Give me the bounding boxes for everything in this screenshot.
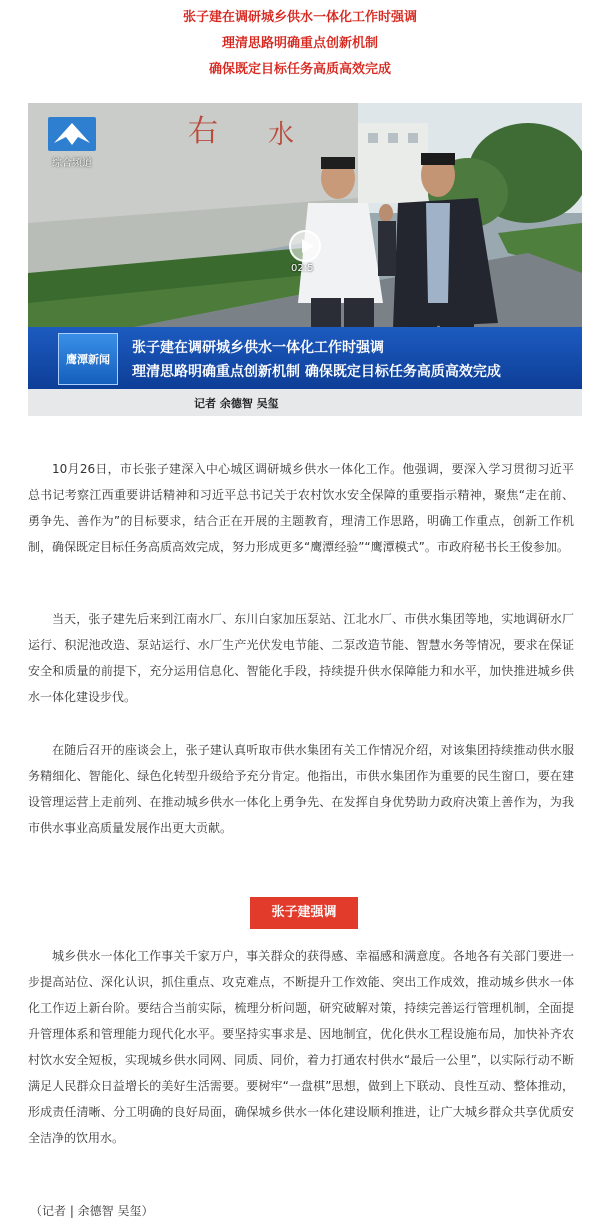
eagle-logo-icon	[48, 117, 96, 151]
video-byline-bar	[28, 389, 582, 416]
section-tag: 张子建强调	[250, 897, 358, 929]
channel-logo	[44, 117, 100, 173]
svg-text:右: 右	[188, 114, 218, 149]
headline-line-2: 理清思路明确重点创新机制	[221, 36, 378, 51]
banner-line-1: 张子建在调研城乡供水一体化工作时强调	[132, 340, 384, 356]
headline-line-1: 张子建在调研城乡供水一体化工作时强调	[182, 10, 417, 25]
headline	[0, 0, 600, 83]
video-duration: 02:5	[291, 263, 314, 274]
news-banner	[28, 327, 582, 389]
article-paragraph-3: 在随后召开的座谈会上，张子建认真听取市供水集团有关工作情况介绍，对该集团持续推动供水服务精细化、智能化、绿色化转型升级给予充分肯定。他指出，市供水集团作为重要的民生窗口，要在建设管理运营上走前列、在推动城乡供水一体化上勇争先、在发挥自身优势助力政府决策上善作为，为我市供水事业高质量发展作出更大贡献。	[28, 743, 574, 835]
article-paragraph-2: 当天，张子建先后来到江南水厂、东川白家加压泵站、江北水厂、市供水集团等地，实地调研水厂运行、积泥池改造、泵站运行、水厂生产光伏发电节能、二泵改造节能、智慧水务等情况，要求在保证安全和质量的前提下，充分运用信息化、智能化手段，持续提升供水保障能力和水平，加快推进城乡供水一体化建设步伐。	[28, 612, 574, 704]
article-paragraph-4: 城乡供水一体化工作事关千家万户，事关群众的获得感、幸福感和满意度。各地各有关部门要进一步提高站位、深化认识，抓住重点、攻克难点，不断提升工作效能、突出工作成效，推动城乡供水一体化工作迈上新台阶。要结合当前实际，梳理分析问题，研究破解对策，持续完善运行管理机制，全面提升管理体系和管理能力现代化水平。要坚持实事求是、因地制宜，优化供水工程设施布局，加快补齐农村饮水安全短板，实现城乡供水同网、同质、同价，着力打通农村供水“最后一公里”，以实际行动不断满足人民群众日益增长的美好生活需要。要树牢“一盘棋”思想，做到上下联动、良性互动、整体推动，形成责任清晰、分工明确的良好局面，确保城乡供水一体化建设顺利推进，让广大城乡群众共享优质安全洁净的饮用水。	[28, 949, 574, 1145]
play-icon[interactable]	[289, 230, 321, 262]
svg-text:水: 水	[268, 120, 295, 150]
article-paragraph-1: 10月26日，市长张子建深入中心城区调研城乡供水一体化工作。他强调，要深入学习贯彻习近平总书记考察江西重要讲话精神和习近平总书记关于农村饮水安全保障的重要指示精神，聚焦“走在前、勇争先、善作为”的目标要求，结合正在开展的主题教育，理清工作思路，明确工作重点，创新工作机制，确保既定目标任务高质高效完成，努力形成更多“鹰潭经验”“鹰潭模式”。市政府秘书长王俊参加。	[28, 462, 574, 554]
banner-line-2: 理清思路明确重点创新机制 确保既定目标任务高质高效完成	[132, 364, 501, 380]
banner-badge: 鹰潭新闻	[58, 333, 118, 385]
video-byline: 记者 余德智 吴玺	[194, 397, 279, 410]
reporter-credit: （记者 | 余德智 吴玺）	[30, 1204, 154, 1218]
channel-name: 综合频道	[52, 158, 92, 169]
news-video[interactable]	[28, 103, 582, 416]
headline-line-3: 确保既定目标任务高质高效完成	[208, 62, 391, 77]
